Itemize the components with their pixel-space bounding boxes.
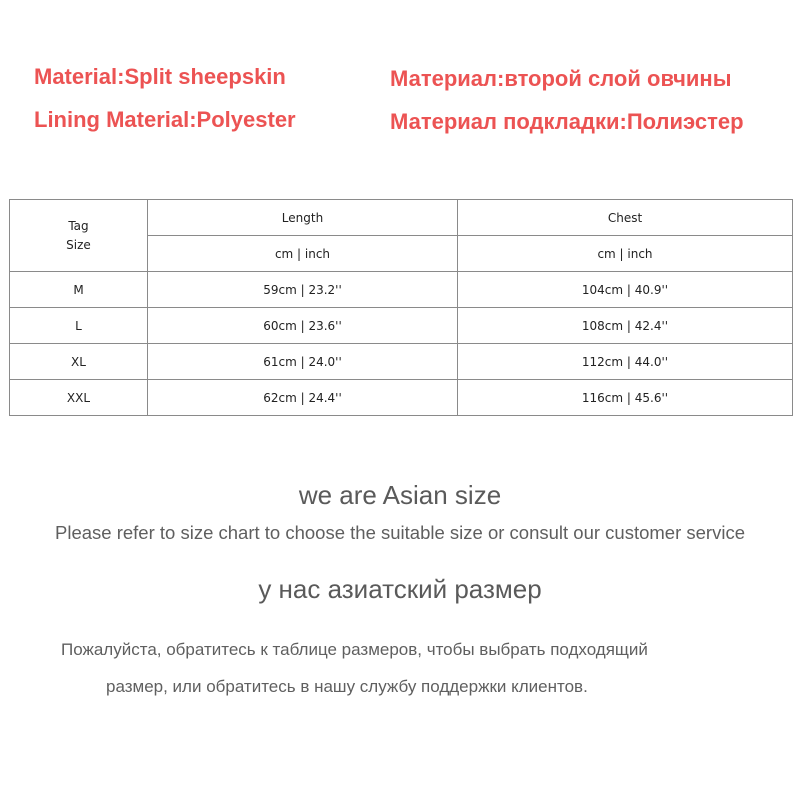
lining-material-label-en: Lining Material:Polyester xyxy=(34,107,296,132)
size-cell: XXL xyxy=(10,380,148,416)
asian-size-heading-ru: у нас азиатский размер xyxy=(258,574,542,604)
chest-unit-header: cm | inch xyxy=(458,236,793,272)
chest-cell: 108cm | 42.4'' xyxy=(458,308,793,344)
chest-cell: 116cm | 45.6'' xyxy=(458,380,793,416)
size-table-header-row xyxy=(10,200,793,236)
table-row xyxy=(10,272,793,308)
material-label-en: Material:Split sheepskin xyxy=(34,64,286,89)
table-row xyxy=(10,380,793,416)
size-advice-text-ru-line2: размер, или обратитесь в нашу службу поддержки клиентов. xyxy=(106,677,588,696)
length-header: Length xyxy=(148,200,458,236)
size-advice-text-ru-line1: Пожалуйста, обратитесь к таблице размеров, чтобы выбрать подходящий xyxy=(61,640,648,659)
size-advice-text-en: Please refer to size chart to choose the suitable size or consult our customer service xyxy=(55,522,745,543)
material-label-ru: Материал:второй слой овчины xyxy=(390,66,732,91)
size-cell: M xyxy=(10,272,148,308)
length-unit-header: cm | inch xyxy=(148,236,458,272)
chest-header: Chest xyxy=(458,200,793,236)
size-cell: XL xyxy=(10,344,148,380)
length-cell: 60cm | 23.6'' xyxy=(148,308,458,344)
length-cell: 61cm | 24.0'' xyxy=(148,344,458,380)
table-row xyxy=(10,308,793,344)
tag-size-header xyxy=(10,200,148,272)
length-cell: 62cm | 24.4'' xyxy=(148,380,458,416)
tag-size-label-line2: Size xyxy=(66,237,91,252)
size-cell: L xyxy=(10,308,148,344)
table-row xyxy=(10,344,793,380)
lining-material-label-ru: Материал подкладки:Полиэстер xyxy=(390,109,744,134)
length-cell: 59cm | 23.2'' xyxy=(148,272,458,308)
tag-size-label-line1: Tag xyxy=(68,218,89,233)
chest-cell: 112cm | 44.0'' xyxy=(458,344,793,380)
asian-size-heading-en: we are Asian size xyxy=(298,480,502,510)
size-chart-table xyxy=(9,199,793,416)
chest-cell: 104cm | 40.9'' xyxy=(458,272,793,308)
